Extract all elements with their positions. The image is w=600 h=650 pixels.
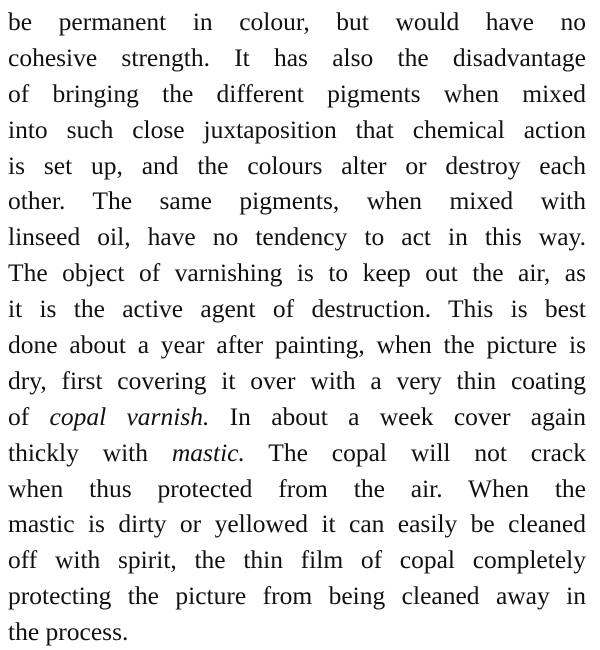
- text-segment: into such close juxtaposition that chemical action: [8, 114, 586, 144]
- text-line: [8, 506, 586, 542]
- text-segment: cohesive strength. It has also the disadvantage: [8, 42, 586, 72]
- text-segment: mastic is dirty or yellowed it can easily be cleaned: [8, 509, 586, 539]
- italic-term: mastic.: [171, 437, 245, 467]
- text-segment: The copal will not crack: [244, 437, 586, 467]
- text-line: [8, 327, 586, 363]
- text-segment: dry, first covering it over with a very thin coating: [8, 365, 586, 395]
- text-line: [8, 219, 586, 255]
- text-segment: done about a year after painting, when the picture is: [8, 330, 586, 360]
- text-line: [8, 183, 586, 219]
- text-line: [8, 435, 586, 471]
- text-segment: thickly with: [8, 437, 172, 467]
- text-line: [8, 399, 586, 435]
- text-line: [8, 542, 586, 578]
- text-line: [8, 40, 586, 76]
- text-line: [8, 363, 586, 399]
- text-line: [8, 112, 586, 148]
- text-line: [8, 4, 586, 40]
- text-segment: linseed oil, have no tendency to act in this way.: [8, 222, 586, 252]
- italic-term: copal varnish.: [49, 401, 210, 431]
- text-segment: In about a week cover again: [209, 401, 586, 431]
- text-segment: of: [8, 401, 50, 431]
- text-line: [8, 471, 586, 507]
- text-line: [8, 76, 586, 112]
- text-segment: the process.: [8, 617, 129, 647]
- text-segment: off with spirit, the thin film of copal completely: [8, 545, 586, 575]
- text-segment: it is the active agent of destruction. This is best: [8, 294, 586, 324]
- text-segment: protecting the picture from being cleaned away in: [8, 581, 586, 611]
- text-segment: be permanent in colour, but would have no: [8, 7, 586, 36]
- text-segment: is set up, and the colours alter or destroy each: [8, 150, 586, 180]
- page-body-text: [8, 4, 586, 650]
- text-line: [8, 614, 586, 650]
- text-segment: of bringing the different pigments when mixed: [8, 78, 586, 108]
- text-segment: when thus protected from the air. When the: [8, 473, 586, 503]
- text-line: [8, 291, 586, 327]
- text-line: [8, 255, 586, 291]
- text-line: [8, 148, 586, 184]
- text-line: [8, 578, 586, 614]
- text-segment: The object of varnishing is to keep out the air, as: [8, 258, 586, 288]
- text-segment: other. The same pigments, when mixed with: [8, 186, 586, 216]
